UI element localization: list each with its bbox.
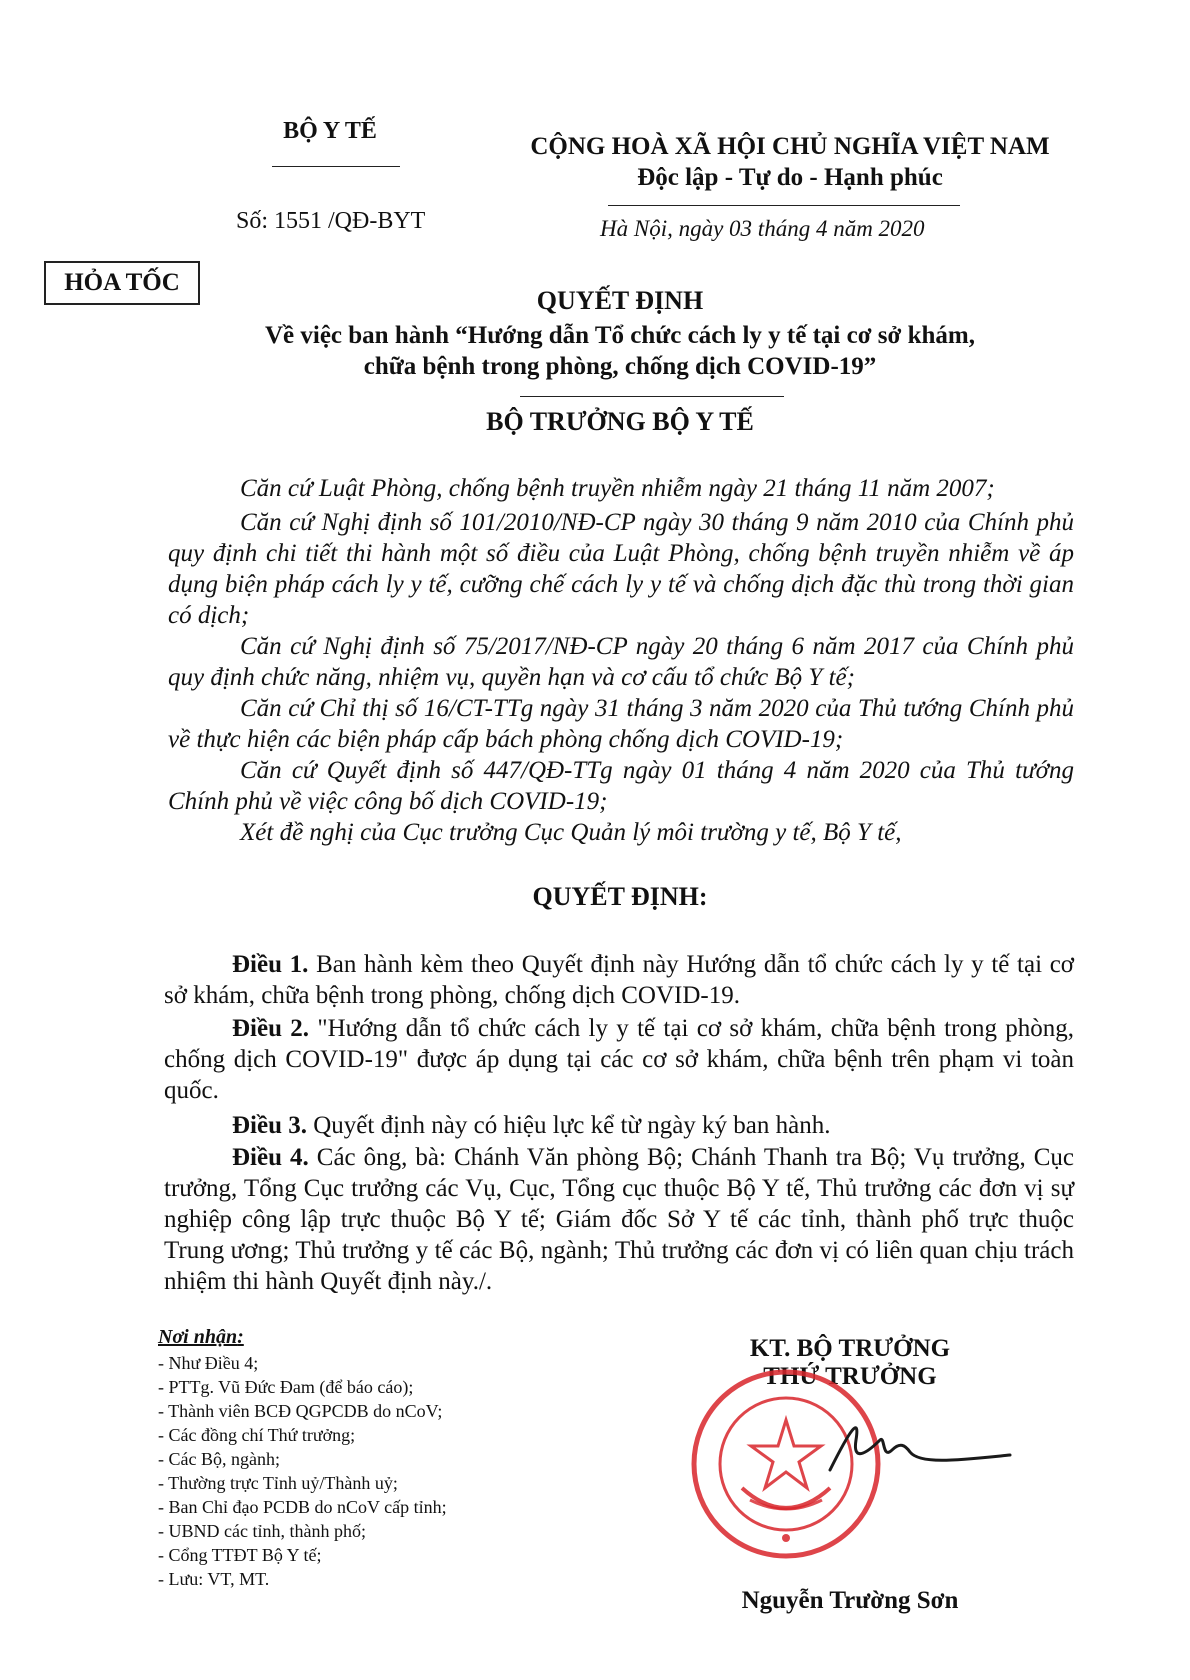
recipient-item: - PTTg. Vũ Đức Đam (để báo cáo); — [158, 1377, 414, 1397]
legal-basis-item: Căn cứ Chỉ thị số 16/CT-TTg ngày 31 tháng 3 năm 2020 của Thủ tướng Chính phủ về thực hiện các biện pháp cấp bách phòng chống dịch COVID-19; — [168, 695, 1074, 753]
recipient-item: - Thành viên BCĐ QGPCDB do nCoV; — [158, 1401, 443, 1421]
recipient-item: - Thường trực Tỉnh uỷ/Thành uỷ; — [158, 1473, 398, 1493]
recipient-item: - Các Bộ, ngành; — [158, 1449, 280, 1469]
motto-underline — [608, 205, 960, 206]
article-text: Quyết định này có hiệu lực kể từ ngày ký ban hành. — [313, 1112, 831, 1139]
legal-basis-item: Căn cứ Luật Phòng, chống bệnh truyền nhiễm ngày 21 tháng 11 năm 2007; — [240, 475, 995, 502]
place-date: Hà Nội, ngày 03 tháng 4 năm 2020 — [600, 216, 925, 241]
recipient-item: - Các đồng chí Thứ trưởng; — [158, 1425, 356, 1445]
handwritten-signature-icon — [820, 1410, 1020, 1490]
recipient-item: - UBND các tỉnh, thành phố; — [158, 1521, 366, 1541]
recipients-block — [158, 1325, 578, 1591]
recipient-item: - Như Điều 4; — [158, 1353, 259, 1373]
article-text: Các ông, bà: Chánh Văn phòng Bộ; Chánh Thanh tra Bộ; Vụ trưởng, Cục trưởng, Tổng Cục trưởng các Vụ, Cục, Tổng cục thuộc Bộ Y tế, Thủ trưởng các đơn vị sự nghiệp công lập trực thuộc Bộ Y tế; Giám đốc Sở Y tế các tỉnh, thành phố trực thuộc Trung ương; Thủ trưởng y tế các Bộ, ngành; Thủ trưởng các đơn vị có liên quan chịu trách nhiệm thi hành Quyết định này./. — [164, 1144, 1075, 1295]
signature-line-1: KT. BỘ TRƯỞNG — [749, 1335, 951, 1362]
decision-title: QUYẾT ĐỊNH — [536, 286, 704, 315]
article-label: Điều 4. — [232, 1144, 309, 1171]
urgent-stamp: HỎA TỐC — [44, 261, 200, 305]
country-name: CỘNG HOÀ XÃ HỘI CHỦ NGHĨA VIỆT NAM — [530, 133, 1050, 160]
decision-subject-line-1: Về việc ban hành “Hướng dẫn Tổ chức cách ly y tế tại cơ sở khám, — [264, 322, 975, 349]
signature-line-2: THỨ TRƯỞNG — [763, 1363, 937, 1390]
recipient-item: - Ban Chỉ đạo PCDB do nCoV cấp tỉnh; — [158, 1497, 447, 1517]
article-label: Điều 2. — [232, 1015, 310, 1042]
decide-heading: QUYẾT ĐỊNH: — [532, 882, 708, 911]
legal-basis-item: Căn cứ Quyết định số 447/QĐ-TTg ngày 01 tháng 4 năm 2020 của Thủ tướng Chính phủ về việc công bố dịch COVID-19; — [168, 757, 1074, 815]
article-2 — [164, 1013, 1074, 1106]
issuing-authority: BỘ TRƯỞNG BỘ Y TẾ — [486, 407, 754, 436]
signer-name: Nguyễn Trường Sơn — [741, 1587, 959, 1614]
recipient-item: - Cổng TTĐT Bộ Y tế; — [158, 1545, 322, 1565]
legal-basis-item: Xét đề nghị của Cục trưởng Cục Quản lý môi trường y tế, Bộ Y tế, — [240, 819, 902, 846]
article-label: Điều 3. — [232, 1112, 307, 1139]
document-number: Số: 1551 /QĐ-BYT — [236, 208, 426, 234]
article-text: "Hướng dẫn tổ chức cách ly y tế tại cơ sở khám, chữa bệnh trong phòng, chống dịch COVID-19" được áp dụng tại các cơ sở khám, chữa bệnh trên phạm vi toàn quốc. — [164, 1015, 1075, 1104]
recipient-item: - Lưu: VT, MT. — [158, 1569, 270, 1589]
ministry-name: BỘ Y TẾ — [283, 118, 377, 144]
legal-basis-item: Căn cứ Nghị định số 101/2010/NĐ-CP ngày 30 tháng 9 năm 2010 của Chính phủ quy định chi tiết thi hành một số điều của Luật Phòng, chống bệnh truyền nhiễm về áp dụng biện pháp cách ly y tế, cưỡng chế cách ly y tế và chống dịch đặc thù trong thời gian có dịch; — [168, 509, 1074, 629]
article-text: Ban hành kèm theo Quyết định này Hướng dẫn tổ chức cách ly y tế tại cơ sở khám, chữa bệnh trong phòng, chống dịch COVID-19. — [164, 951, 1075, 1009]
subject-underline — [520, 396, 784, 397]
decision-subject-line-2: chữa bệnh trong phòng, chống dịch COVID-19” — [363, 353, 877, 380]
national-motto: Độc lập - Tự do - Hạnh phúc — [637, 164, 943, 191]
recipients-list — [158, 1351, 578, 1591]
article-3 — [164, 1110, 1074, 1141]
ministry-underline — [272, 166, 400, 167]
article-label: Điều 1. — [232, 951, 309, 978]
recipients-heading: Nơi nhận: — [158, 1326, 244, 1348]
article-1 — [164, 949, 1074, 1011]
legal-basis-item: Căn cứ Nghị định số 75/2017/NĐ-CP ngày 20 tháng 6 năm 2017 của Chính phủ quy định chức năng, nhiệm vụ, quyền hạn và cơ cấu tổ chức Bộ Y tế; — [168, 633, 1074, 691]
article-4 — [164, 1142, 1074, 1297]
